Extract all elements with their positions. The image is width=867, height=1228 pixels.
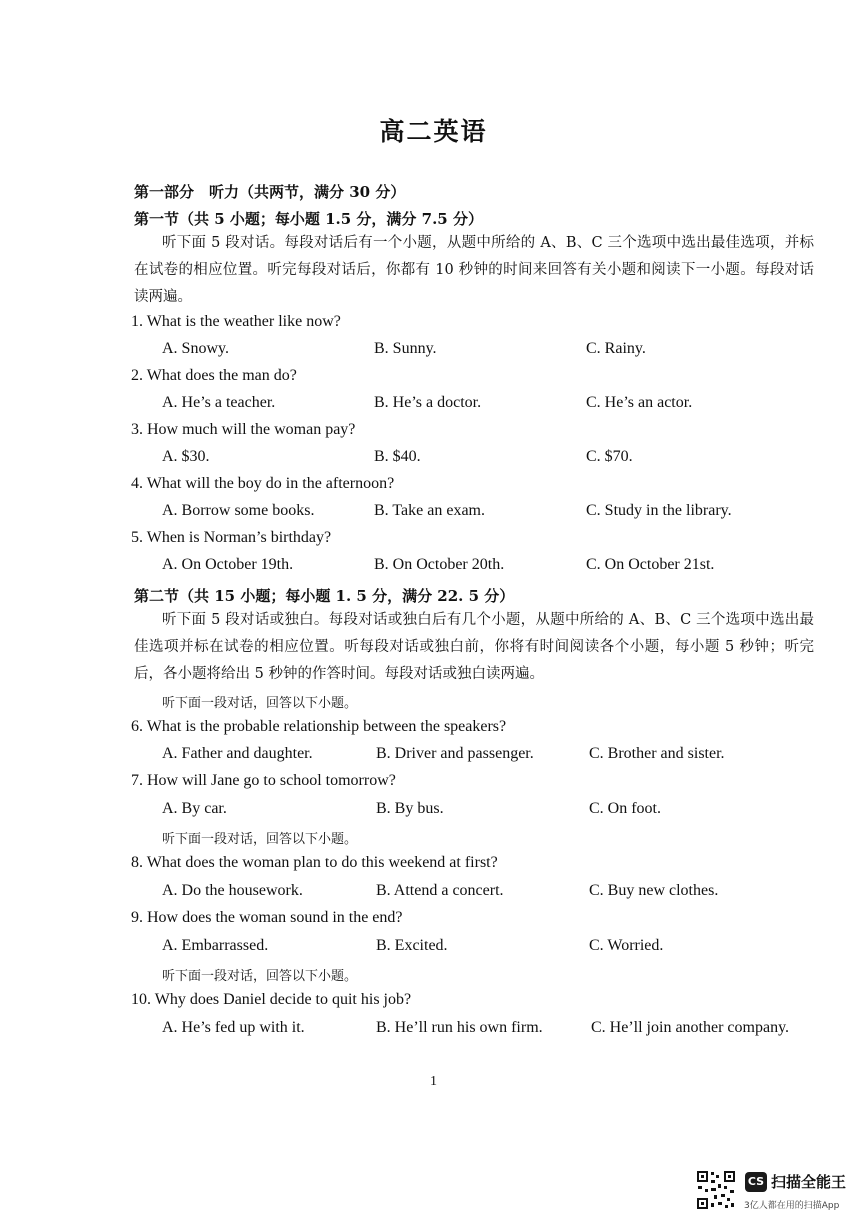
question-10: 10. Why does Daniel decide to quit his job? <box>131 991 412 1008</box>
option-1b: B. Sunny. <box>374 340 437 357</box>
option-8a: A. Do the housework. <box>162 882 303 899</box>
option-2c: C. He’s an actor. <box>586 394 693 411</box>
section1-instructions: 听下面 5 段对话。每段对话后有一个小题，从题中所给的 A、B、C 三个选项中选出最佳选项，并标在试卷的相应位置。听完每段对话后，你都有 10 秒钟的时间来回答有关小题和阅读下一小题。每段对话读两遍。 <box>134 235 814 305</box>
option-6b: B. Driver and passenger. <box>376 745 534 762</box>
camscanner-logo: CS <box>745 1172 767 1192</box>
dialog-note-3: 听下面一段对话，回答以下小题。 <box>162 969 358 984</box>
option-1a: A. Snowy. <box>162 340 229 357</box>
option-10b: B. He’ll run his own firm. <box>376 1019 543 1036</box>
option-7b: B. By bus. <box>376 800 444 817</box>
part1-heading: 第一部分 听力（共两节，满分 30 分） <box>134 183 406 201</box>
scanner-tagline: 3亿人都在用的扫描App <box>744 1201 840 1211</box>
question-7: 7. How will Jane go to school tomorrow? <box>131 772 396 789</box>
dialog-note-1: 听下面一段对话，回答以下小题。 <box>162 696 358 711</box>
page-number: 1 <box>430 1074 437 1089</box>
option-7a: A. By car. <box>162 800 227 817</box>
page-title: 高二英语 <box>379 117 488 146</box>
option-8c: C. Buy new clothes. <box>589 882 719 899</box>
section2-instructions: 听下面 5 段对话或独白。每段对话或独白后有几个小题，从题中所给的 A、B、C 三个选项中选出最佳选项并标在试卷的相应位置。听每段对话或独白前，你将有时间阅读各个小题，每小题 5 秒钟；听完后，各小题将给出 5 秒钟的作答时间。每段对话或独白读两遍。 <box>134 612 814 682</box>
option-2a: A. He’s a teacher. <box>162 394 276 411</box>
option-4c: C. Study in the library. <box>586 502 732 519</box>
question-1: 1. What is the weather like now? <box>131 313 341 330</box>
option-6a: A. Father and daughter. <box>162 745 313 762</box>
option-3c: C. $70. <box>586 448 633 465</box>
option-7c: C. On foot. <box>589 800 661 817</box>
dialog-note-2: 听下面一段对话，回答以下小题。 <box>162 832 358 847</box>
question-4: 4. What will the boy do in the afternoon? <box>131 475 395 492</box>
question-3: 3. How much will the woman pay? <box>131 421 356 438</box>
option-4b: B. Take an exam. <box>374 502 485 519</box>
option-5c: C. On October 21st. <box>586 556 715 573</box>
question-5: 5. When is Norman’s birthday? <box>131 529 332 546</box>
option-5b: B. On October 20th. <box>374 556 505 573</box>
option-9a: A. Embarrassed. <box>162 937 269 954</box>
question-2: 2. What does the man do? <box>131 367 297 384</box>
scanner-app-name: 扫描全能王 <box>771 1173 847 1191</box>
question-9: 9. How does the woman sound in the end? <box>131 909 403 926</box>
option-6c: C. Brother and sister. <box>589 745 725 762</box>
option-3b: B. $40. <box>374 448 421 465</box>
option-9c: C. Worried. <box>589 937 664 954</box>
section1-heading: 第一节（共 5 小题；每小题 1.5 分，满分 7.5 分） <box>134 210 483 228</box>
option-2b: B. He’s a doctor. <box>374 394 482 411</box>
option-5a: A. On October 19th. <box>162 556 294 573</box>
option-3a: A. $30. <box>162 448 210 465</box>
section2-heading: 第二节（共 15 小题；每小题 1. 5 分，满分 22. 5 分） <box>134 587 515 605</box>
option-8b: B. Attend a concert. <box>376 882 504 899</box>
qr-code-icon <box>696 1170 736 1210</box>
option-9b: B. Excited. <box>376 937 448 954</box>
question-6: 6. What is the probable relationship between the speakers? <box>131 718 507 735</box>
question-8: 8. What does the woman plan to do this weekend at first? <box>131 854 498 871</box>
option-10a: A. He’s fed up with it. <box>162 1019 305 1036</box>
option-1c: C. Rainy. <box>586 340 646 357</box>
option-4a: A. Borrow some books. <box>162 502 315 519</box>
option-10c: C. He’ll join another company. <box>591 1019 790 1036</box>
